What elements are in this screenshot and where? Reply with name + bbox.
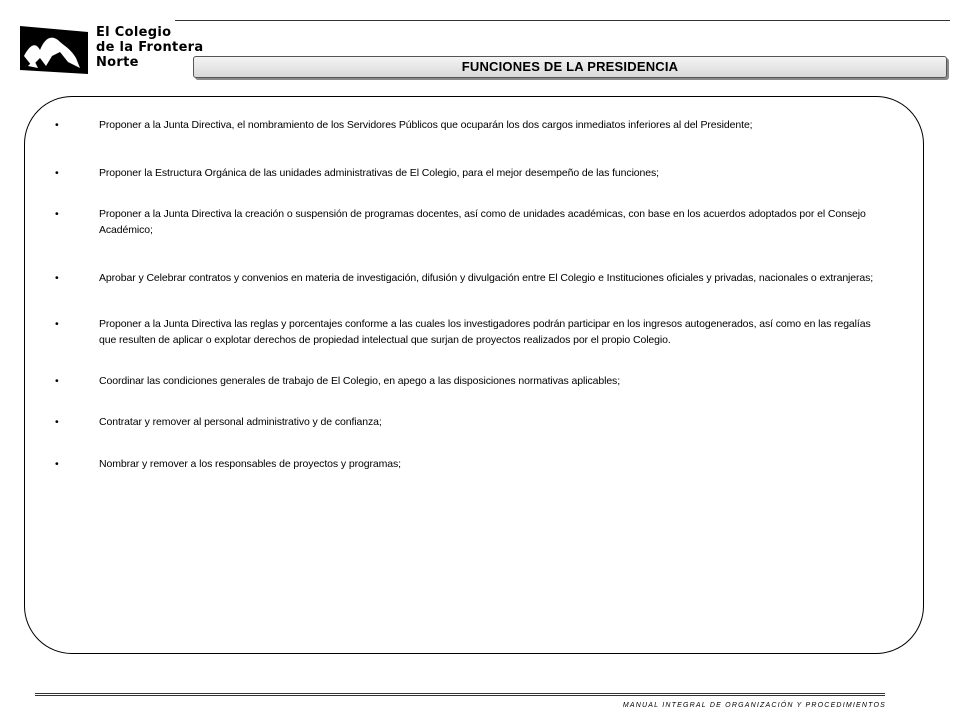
bullet-icon: • [55,167,59,179]
bullet-icon: • [55,272,59,284]
function-item [55,456,885,472]
institution-name-line-2: de la Frontera [96,40,204,55]
function-text: Nombrar y remover a los responsables de proyectos y programas; [99,458,401,470]
function-text: Proponer a la Junta Directiva las reglas y porcentajes conforme a las cuales los investigadores podrán participar en los ingresos autogenerados, así como en las regalías que resulten de aplicar o explotar derechos de propiedad intelectual que surjan de proyectos realizados por el propio Colegio. [99,318,871,346]
function-text: Proponer a la Junta Directiva la creación o suspensión de programas docentes, así como de unidades académicas, con base en los acuerdos adoptados por el Consejo Académico; [99,208,866,236]
function-item [55,373,885,389]
bullet-icon: • [55,208,59,220]
function-text: Proponer la Estructura Orgánica de las unidades administrativas de El Colegio, para el mejor desempeño de las funciones; [99,167,659,179]
function-item [55,206,885,238]
institution-name-line-1: El Colegio [96,25,172,40]
function-text: Contratar y remover al personal administrativo y de confianza; [99,416,382,428]
function-text: Proponer a la Junta Directiva, el nombramiento de los Servidores Públicos que ocuparán los dos cargos inmediatos inferiores al del Presidente; [99,119,753,131]
function-text: Aprobar y Celebrar contratos y convenios en materia de investigación, difusión y divulgación entre El Colegio e Instituciones oficiales y privadas, nacionales o extranjeras; [99,272,874,284]
header-divider [175,20,950,21]
function-item [55,414,885,430]
section-title-bar [193,56,947,78]
function-text: Coordinar las condiciones generales de trabajo de El Colegio, en apego a las disposiciones normativas aplicables; [99,375,621,387]
footer-divider [35,693,885,696]
functions-panel [24,96,924,654]
function-item [55,270,885,286]
institution-name [96,25,203,70]
function-item [55,117,885,133]
function-item [55,165,885,181]
function-item [55,316,885,348]
bullet-icon: • [55,458,59,470]
institution-name-line-3: Norte [96,55,139,70]
bullet-icon: • [55,119,59,131]
colef-mountain-logo-icon [18,22,90,76]
bullet-icon: • [55,375,59,387]
footer-text: MANUAL INTEGRAL DE ORGANIZACIÓN Y PROCEDIMIENTOS [622,702,886,709]
bullet-icon: • [55,318,59,330]
section-title: FUNCIONES DE LA PRESIDENCIA [461,59,679,74]
bullet-icon: • [55,416,59,428]
functions-list [55,117,885,472]
